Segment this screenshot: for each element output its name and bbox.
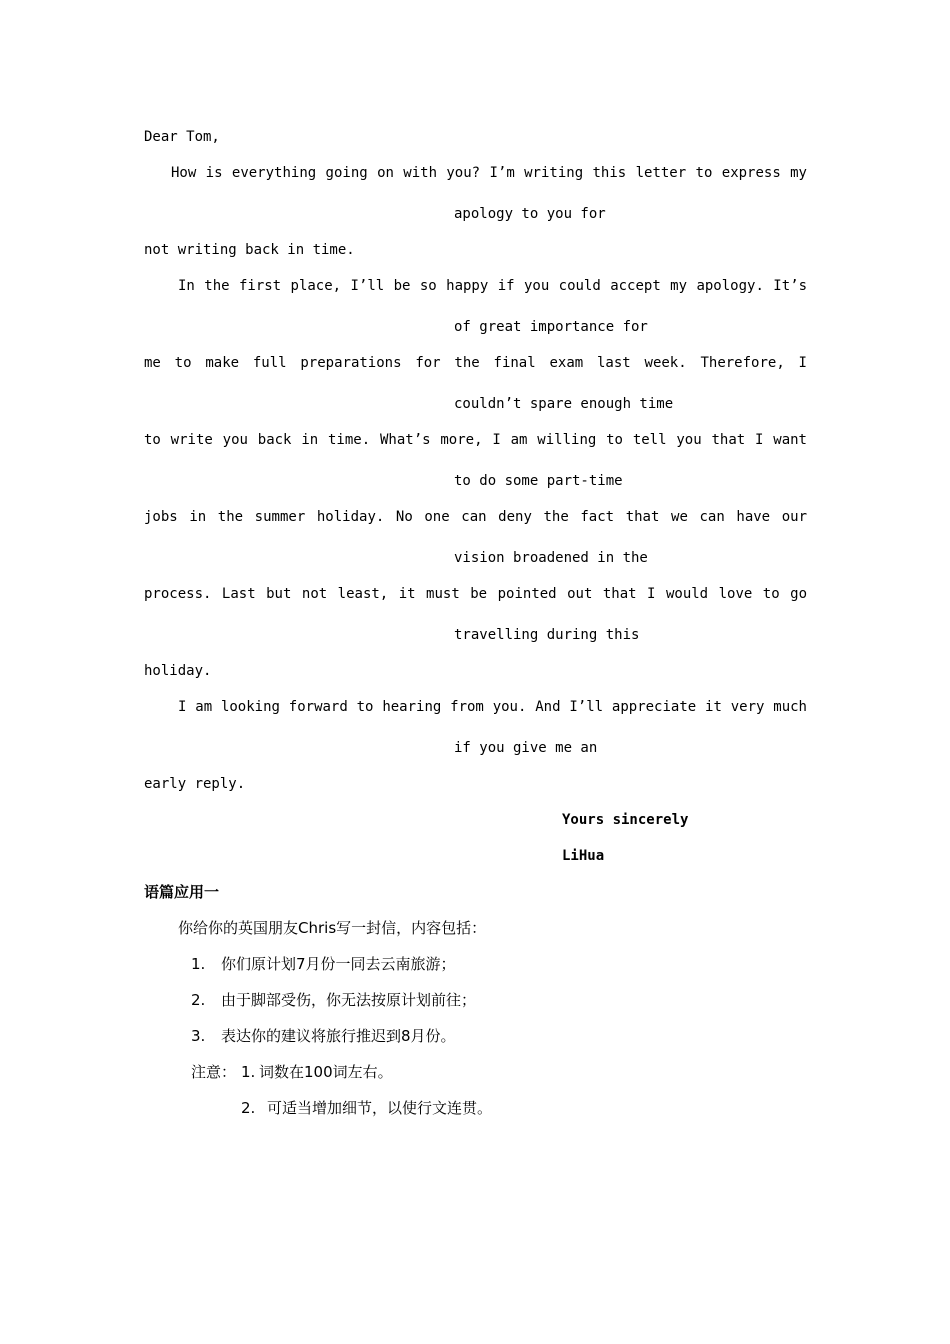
letter-line: to do some part-time	[454, 473, 623, 489]
letter-line: How is everything going on with you? I’m writing this letter to express my	[171, 165, 807, 181]
exercise-prompt: 你给你的英国朋友Chris写一封信，内容包括：	[178, 919, 487, 937]
note-number: 1.	[241, 1063, 256, 1081]
letter-line: vision broadened in the	[454, 550, 648, 566]
list-item: 表达你的建议将旅行推迟到8月份。	[221, 1027, 456, 1045]
letter-line: me to make full preparations for the final exam last week. Therefore, I	[144, 355, 807, 371]
letter-line: early reply.	[144, 776, 246, 792]
letter-line: couldn’t spare enough time	[454, 396, 674, 412]
letter-line: not writing back in time.	[144, 242, 355, 258]
letter-signature: LiHua	[562, 848, 605, 864]
list-item: 你们原计划7月份一同去云南旅游；	[221, 955, 456, 973]
letter-salutation: Dear Tom,	[144, 129, 220, 145]
letter-line: to write you back in time. What’s more, I am willing to tell you that I want	[144, 432, 807, 448]
letter-line: I am looking forward to hearing from you. And I’ll appreciate it very much	[178, 699, 807, 715]
letter-line: process. Last but not least, it must be pointed out that I would love to go	[144, 586, 807, 602]
note-number: 2.	[241, 1099, 256, 1117]
item-number: 2.	[191, 991, 206, 1009]
item-number: 3.	[191, 1027, 206, 1045]
letter-line: travelling during this	[454, 627, 640, 643]
letter-closing: Yours sincerely	[562, 812, 689, 828]
note-item: 可适当增加细节，以使行文连贯。	[267, 1099, 493, 1117]
letter-line: apology to you for	[454, 206, 606, 222]
letter-line: jobs in the summer holiday. No one can deny the fact that we can have our	[144, 509, 807, 525]
section-heading: 语篇应用一	[144, 883, 220, 901]
letter-line: In the first place, I’ll be so happy if you could accept my apology. It’s	[178, 278, 807, 294]
note-item: 词数在100词左右。	[259, 1063, 393, 1081]
list-item: 由于脚部受伤，你无法按原计划前往；	[221, 991, 477, 1009]
note-label: 注意：	[191, 1063, 237, 1081]
letter-line: of great importance for	[454, 319, 648, 335]
item-number: 1.	[191, 955, 206, 973]
letter-line: if you give me an	[454, 740, 598, 756]
letter-line: holiday.	[144, 663, 212, 679]
